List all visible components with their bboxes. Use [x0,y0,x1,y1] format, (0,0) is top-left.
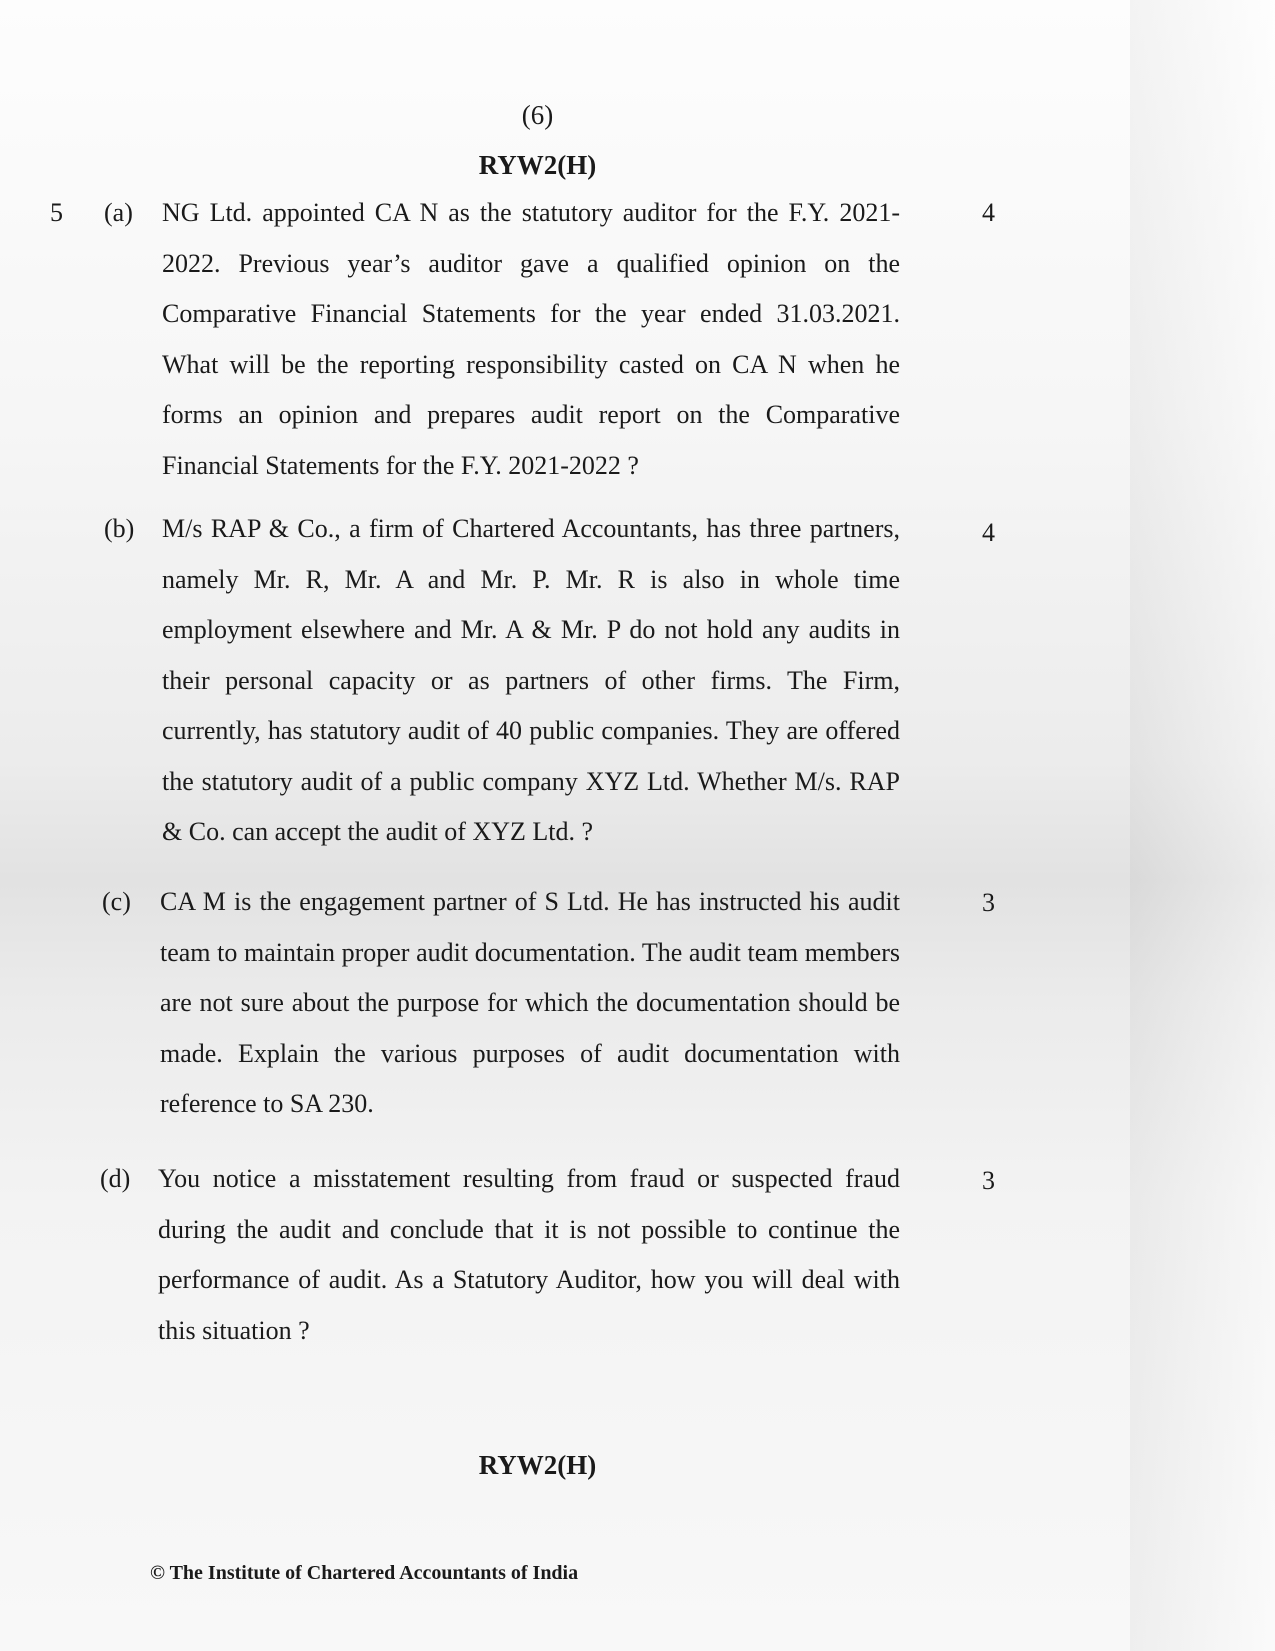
paper-code-footer: RYW2(H) [478,1450,597,1480]
page-number: (6) [521,100,554,130]
part-text: CA M is the engagement partner of S Ltd. He has instructed his audit team to maintain proper audit documentation. The audit team members are not sure about the purpose for which the documentation should be made. Explain the various purposes of audit documentation with reference to SA 230. [160,887,900,1118]
question-part-b [104,504,900,858]
part-text: NG Ltd. appointed CA N as the statutory auditor for the F.Y. 2021-2022. Previous year’s auditor gave a qualified opinion on the Comparative Financial Statements for the year ended 31.03.2021. What will be the reporting responsibility casted on CA N when he forms an opinion and prepares audit report on the Comparative Financial Statements for the F.Y. 2021-2022 ? [162,198,900,480]
marks-b: 4 [982,518,995,547]
part-label: (c) [102,887,131,916]
part-label: (b) [104,514,135,543]
part-label: (a) [104,198,133,227]
page-edge-shadow [1130,0,1275,1651]
part-label: (d) [100,1164,131,1193]
part-text: M/s RAP & Co., a firm of Chartered Accountants, has three partners, namely Mr. R, Mr. A and Mr. P. Mr. R is also in whole time employment elsewhere and Mr. A & Mr. P do not hold any audits in their personal capacity or as partners of other firms. The Firm, currently, has statutory audit of 40 public companies. They are offered the statutory audit of a public company XYZ Ltd. Whether M/s. RAP & Co. can accept the audit of XYZ Ltd. ? [162,514,900,846]
part-text: You notice a misstatement resulting from fraud or suspected fraud during the audit and conclude that it is not possible to continue the performance of audit. As a Statutory Auditor, how you will deal with this situation ? [158,1164,900,1345]
question-number: 5 [50,198,63,227]
question-part-d [100,1154,900,1356]
marks-c: 3 [982,888,995,917]
question-part-c [102,877,900,1130]
marks-a: 4 [982,198,995,227]
paper-code-header: RYW2(H) [478,150,597,180]
marks-d: 3 [982,1166,995,1195]
copyright-notice: © The Institute of Chartered Accountants of India [150,1562,579,1584]
question-part-a [104,188,900,491]
